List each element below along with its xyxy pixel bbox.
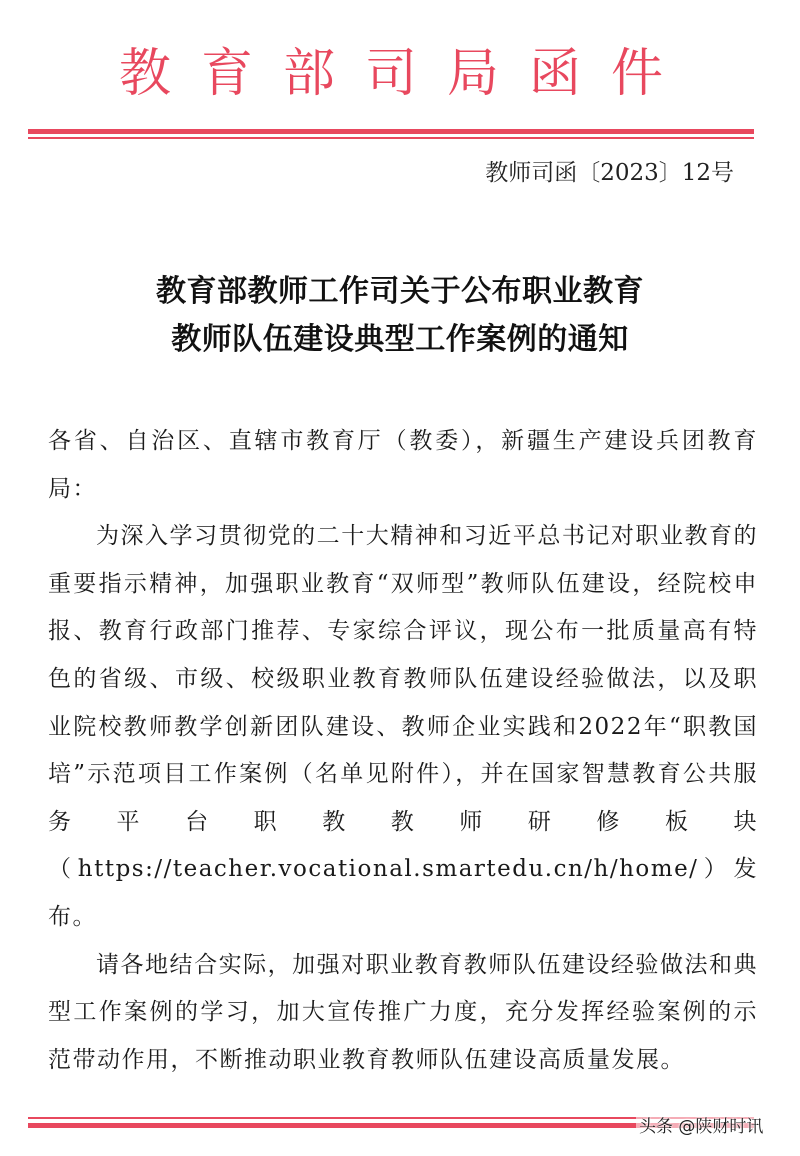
header-rule-thin (28, 137, 754, 139)
body-paragraph-2: 请各地结合实际，加强对职业教育教师队伍建设经验做法和典型工作案例的学习，加大宣传推广力度，充分发挥经验案例的示范带动作用，不断推动职业教育教师队伍建设高质量发展。 (48, 951, 758, 1073)
body-paragraph-1: 为深入学习贯彻党的二十大精神和习近平总书记对职业教育的重要指示精神，加强职业教育“双师型”教师队伍建设，经院校申报、教育行政部门推荐、专家综合评议，现公布一批质量高有特色的省级、市级、校级职业教育教师队伍建设经验做法，以及职业院校教师教学创新团队建设、教师企业实践和2022年“职教国培”示范项目工作案例（名单见附件），并在国家智慧教育公共服务平台职教教师研修板块（https://teacher.vocational.smartedu.cn/h/home/）发布。 (48, 523, 758, 930)
masthead-title: 教育部司局函件 (118, 44, 693, 104)
addressee: 各省、自治区、直辖市教育厅（教委），新疆生产建设兵团教育局： (48, 428, 758, 502)
header-rule-thick (28, 129, 754, 134)
source-watermark: 头条 @陕财时讯 (636, 1115, 766, 1139)
document-title (0, 268, 800, 364)
document-number: 教师司函〔2023〕12号 (485, 160, 734, 186)
title-line-1: 教育部教师工作司关于公布职业教育 (156, 274, 644, 309)
document-body (48, 418, 758, 1084)
title-line-2: 教师队伍建设典型工作案例的通知 (171, 322, 629, 357)
